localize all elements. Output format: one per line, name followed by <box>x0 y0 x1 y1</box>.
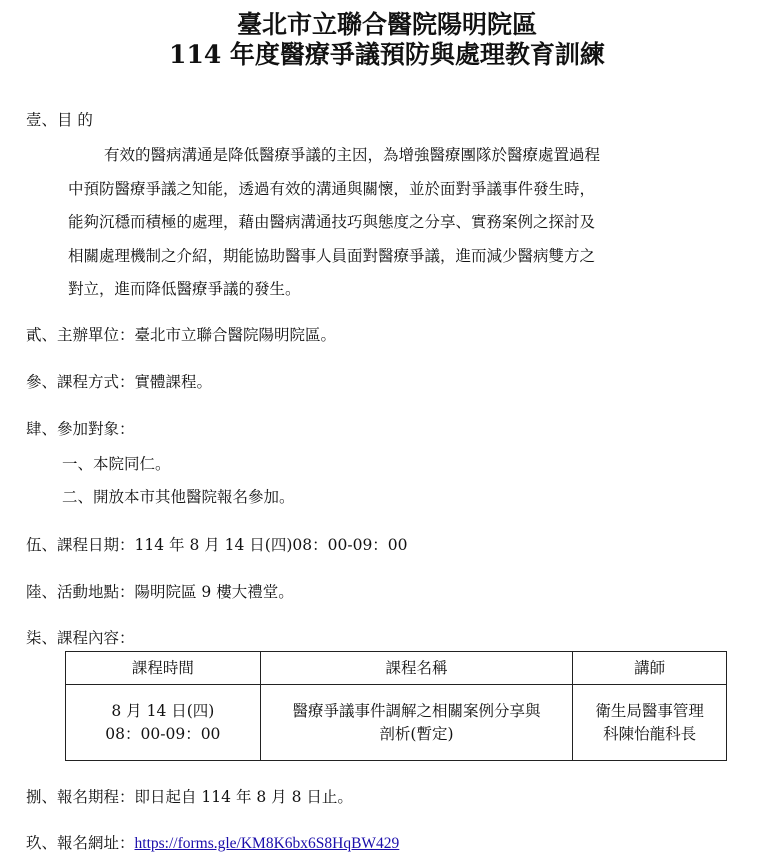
section-course-format: 參、課程方式：實體課程。 <box>26 373 213 391</box>
purpose-line-2: 中預防醫療爭議之知能，透過有效的溝通與關懷，並於面對爭議事件發生時， <box>68 179 596 198</box>
course-time-hours: 08：00-09：00 <box>105 724 221 743</box>
section-course-content-heading: 柒、課程內容： <box>26 629 135 647</box>
section-purpose-paragraph <box>68 145 708 313</box>
section-participants-heading: 肆、參加對象： <box>26 420 135 438</box>
section-registration-period: 捌、報名期程：即日起自 114 年 8 月 8 日止。 <box>26 788 353 806</box>
table-header-row <box>66 652 727 685</box>
purpose-line-1: 有效的醫病溝通是降低醫療爭議的主因，為增強醫療團隊於醫療處置過程 <box>104 146 601 164</box>
cell-course-name <box>260 685 572 761</box>
lecturer-line2: 科陳怡龍科長 <box>603 724 697 743</box>
course-time-date: 8 月 14 日(四) <box>111 701 215 720</box>
section-course-date: 伍、課程日期：114 年 8 月 14 日(四)08：00-09：00 <box>26 536 408 554</box>
participants-item-2: 二、開放本市其他醫院報名參加。 <box>62 488 295 506</box>
section-registration-url <box>26 833 399 854</box>
table-row <box>66 685 727 761</box>
participants-item-1: 一、本院同仁。 <box>62 455 171 473</box>
cell-course-time <box>66 685 261 761</box>
document-title-line2: 114 年度醫療爭議預防與處理教育訓練 <box>169 40 605 69</box>
document-title-line1: 臺北市立聯合醫院陽明院區 <box>236 10 537 39</box>
purpose-line-3: 能夠沉穩而積極的處理，藉由醫病溝通技巧與態度之分享、實務案例之探討及 <box>68 213 596 231</box>
cell-lecturer <box>573 685 727 761</box>
section-organizer: 貳、主辦單位：臺北市立聯合醫院陽明院區。 <box>26 326 337 344</box>
registration-url-link[interactable]: https://forms.gle/KM8K6bx6S8HqBW429 <box>134 835 400 852</box>
purpose-line-5: 對立，進而降低醫療爭議的發生。 <box>68 280 301 298</box>
purpose-line-4: 相關處理機制之介紹，期能協助醫事人員面對醫療爭議，進而減少醫病雙方之 <box>68 246 596 265</box>
course-name-line1: 醫療爭議事件調解之相關案例分享與 <box>292 701 541 720</box>
section-purpose-heading: 壹、目 的 <box>26 111 93 129</box>
lecturer-line1: 衛生局醫事管理 <box>595 701 704 720</box>
course-table <box>65 651 727 761</box>
header-course-name: 課程名稱 <box>260 652 572 685</box>
course-name-line2: 剖析(暫定) <box>379 724 454 743</box>
registration-url-label: 玖、報名網址： <box>26 834 135 852</box>
header-lecturer: 講師 <box>573 652 727 685</box>
header-course-time: 課程時間 <box>66 652 261 685</box>
section-venue: 陸、活動地點：陽明院區 9 樓大禮堂。 <box>26 583 294 601</box>
